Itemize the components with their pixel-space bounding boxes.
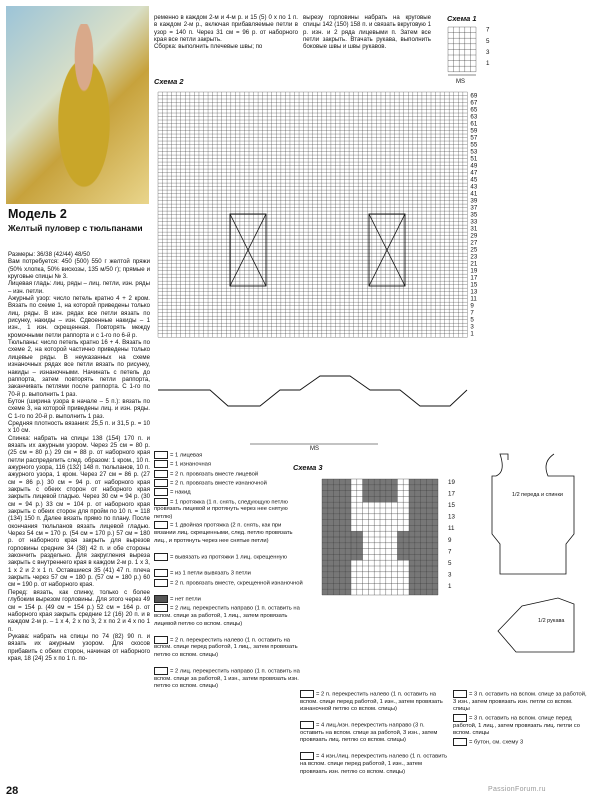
legend-text: = 4 изн./лиц. перекрестить налево (1 п. оставить на вспом. спице перед работой, 1 изн., затем провязать изн. петлю со вспом. спицы) [300, 753, 448, 775]
row-number: 31 [470, 225, 478, 233]
legend-text: = 1 двойная протяжка (2 п. снять, как при вязании лиц. скрещенными, след. петлю провязать лиц., и протянуть через нее снятые петли) [154, 522, 293, 544]
row-number: 5 [486, 37, 490, 45]
legend-symbol [154, 460, 168, 468]
legend-middle [300, 690, 450, 786]
legend-text: = 2 п. провязать вместе изнаночной [170, 480, 267, 487]
row-number: 29 [470, 232, 478, 240]
scheme3-chart [318, 475, 478, 680]
row-number: 13 [448, 513, 455, 521]
row-number: 59 [470, 127, 478, 135]
legend-symbol [300, 752, 314, 760]
legend-left-item [154, 451, 304, 460]
legend-left-item [154, 553, 304, 562]
legend-right-item [453, 714, 588, 737]
legend-text: = вывязать из протяжки 1 лиц. скрещенную [170, 554, 287, 561]
scheme2-chart [150, 86, 495, 458]
legend-symbol [154, 479, 168, 487]
legend-text: = 1 изнаночная [170, 461, 212, 468]
legend-text: = нет петли [170, 596, 201, 603]
legend-mid-item [300, 752, 450, 775]
row-number: 33 [470, 218, 478, 226]
legend-text: = 1 лицевая [170, 452, 203, 459]
scheme2-title: Схема 2 [154, 77, 184, 86]
legend-text: = 2 п. провязать вместе лицевой [170, 471, 259, 478]
legend-right [453, 690, 588, 786]
row-number: 21 [470, 260, 478, 268]
row-number: 1 [470, 330, 474, 338]
legend-symbol [154, 521, 168, 529]
row-number: 9 [448, 536, 452, 544]
row-number: 51 [470, 155, 478, 163]
row-number: 37 [470, 204, 478, 212]
legend-symbol [154, 636, 168, 644]
legend-text: = 2 п. перекрестить налево (1 п. оставить на вспом. спице перед работой, 1 изн., затем провязать изнаночной петлю со вспом. спицы) [300, 691, 443, 713]
row-number: 7 [448, 548, 452, 556]
row-number: 23 [470, 253, 478, 261]
legend-text: = бутон, см. схему 3 [469, 739, 524, 746]
legend-right-item [453, 738, 588, 747]
legend-symbol [154, 470, 168, 478]
row-number: 11 [470, 295, 477, 303]
row-number: 65 [470, 106, 478, 114]
row-number: 15 [470, 281, 478, 289]
legend-mid-item [300, 690, 450, 713]
row-number: 17 [448, 490, 455, 498]
scheme1-chart [446, 25, 506, 85]
instructions-right-column [303, 14, 431, 51]
legend-left-item [154, 667, 304, 690]
row-number: 67 [470, 99, 478, 107]
row-number: 11 [448, 525, 455, 533]
row-number: 53 [470, 148, 478, 156]
assembly-continued: вырезу горловины набрать на круговые спицы 142 (150) 158 п. и связать вкруговую 1 р. изн. и 2 ряда лицевыми п. Затем все петли закрыть. Втачать рукава, выполнить боковые швы и швы рукавов. [303, 14, 431, 51]
model-title: Модель 2 [8, 207, 67, 221]
row-number: 57 [470, 134, 478, 142]
materials-paragraph: Вам потребуется: 450 (500) 550 г желтой пряжи (50% хлопка, 50% вискозы, 135 м/50 г); прямые и круговые спицы № 3. [8, 258, 150, 281]
row-number: 25 [470, 246, 478, 254]
model-photo [6, 6, 149, 204]
rapport-label: MS [310, 446, 319, 452]
legend-left-item [154, 595, 304, 604]
legend-symbol [154, 579, 168, 587]
row-number: 3 [470, 323, 474, 331]
row-number: 49 [470, 162, 478, 170]
row-number: 69 [470, 92, 478, 100]
legend-left-item [154, 569, 304, 578]
row-number: 3 [448, 571, 452, 579]
legend-text: = 3 п. оставить на вспом. спице перед работой, 1 лиц., затем провязать лиц. петли со вспом. спицы [453, 715, 580, 737]
legend-text: = 2 п. перекрестить налево (1 п. оставить на вспом. спице перед работой, 1 лиц., затем провязать петлю со вспом. спицы) [154, 637, 298, 658]
legend-symbol [154, 498, 168, 506]
sizes-paragraph: Размеры: 36/38 (42/44) 48/50 [8, 251, 90, 258]
row-number: 47 [470, 169, 478, 177]
scheme1-title: Схема 1 [447, 14, 477, 23]
legend-left [154, 451, 304, 786]
back-paragraph: Спинка: набрать на спицы 138 (154) 170 п. и вязать их ажурным узором. Через 25 см = 80 р. (25 см = 80 р.) 29 см = 88 р. от наборного края петли распределить след. образом: 1 кром., 10 п. ажурного узора, 116 (132) 148 п. тюльпанов, 10 п. ажурного узора, 1 кром. Через 27 см = 86 р. (27 см = 86 р.) 30 см = 94 р. от наборного края закрыть с обеих сторон от наборного края закрыть лицевой гладью. Через 30 см = 94 р. (30 см = 94 р.) 33 см = 104 р. от наборного края закрыть с обеих сторон для пройм по 10 п. = 118 (134) 150 п. Далее вязать прямо по плану. После окончания тюльпанов вязать лицевой гладью. Через 54 см = 170 р. (54 см = 170 р.) 57 см = 180 р. от наборного края закрыть для вырезов горловины средние 34 (38) 42 п. и обе стороны закончить раздельно. Для закругления выреза закрыть с внутреннего края в каждом 2-м р. 1 х 3, 1 х 2 и 2 х 1 п. Оставшиеся 35 (41) 47 п. плеча закрыть через 57 см = 180 р. (57 см = 180 р.) 60 см = 190 р. от наборного края. [8, 434, 150, 589]
row-number: 63 [470, 113, 478, 121]
row-number: 61 [470, 120, 478, 128]
legend-symbol [300, 690, 314, 698]
legend-text: = 4 лиц./изн. перекрестить направо (3 п. оставить на вспом. спице за работой, 3 изн., затем провязать лиц. петлю со вспом. спицы) [300, 722, 438, 744]
rapport-label: MS [456, 79, 465, 85]
legend-symbol [154, 667, 168, 675]
legend-symbol [154, 488, 168, 496]
lace-pattern-paragraph: Ажурный узор: число петель кратно 4 + 2 кром. Вязать по схеме 1, на которой приведены только лиц. ряды. В изн. рядах все петли вязать по рисунку, накиды – изн. Сдвоенные накиды – 1 изн., 1 изн. скрещенная. Повторять между кромочными петли раппорта и с 1-го по 6-й р. [8, 295, 150, 339]
sleeve-label: 1/2 рукава [538, 618, 565, 624]
legend-left-item [154, 604, 304, 627]
row-number: 1 [448, 583, 452, 591]
legend-left-item [154, 460, 304, 469]
watermark: PassionForum.ru [488, 786, 546, 793]
row-number: 19 [470, 267, 478, 275]
row-number: 39 [470, 197, 478, 205]
row-number: 45 [470, 176, 478, 184]
model-subtitle: Желтый пуловер с тюльпанами [8, 223, 143, 233]
legend-symbol [453, 738, 467, 746]
row-number: 7 [486, 26, 490, 34]
page-number: 28 [6, 785, 19, 797]
legend-symbol [453, 714, 467, 722]
legend-left-item [154, 479, 304, 488]
legend-text: = 1 протяжка (1 п. снять, следующую петлю провязать лицевой и протянуть через нее снятую петлю) [154, 499, 288, 520]
tulips-paragraph: Тюльпаны: число петель кратно 16 + 4. Вязать по схеме 2, на которой частично приведены только лицевые ряды. В неуказанных на схеме изнаночных рядах все петли вязать по рисунку, накиды – изнаночными. Начинать с петель до раппорта, затем повторять петли раппорта, заканчивать петлями после раппорта. С 1-го по 70-й р. выполнить 1 раз. [8, 339, 150, 398]
row-number: 1 [486, 60, 490, 68]
gauge-paragraph: Средняя плотность вязания: 25,5 п. и 31,5 р. = 10 х 10 см. [8, 419, 150, 435]
row-number: 5 [448, 560, 452, 567]
legend-left-item [154, 470, 304, 479]
row-number: 43 [470, 183, 478, 191]
row-number: 41 [470, 190, 478, 198]
legend-symbol [300, 721, 314, 729]
row-number: 7 [470, 309, 474, 317]
pattern-pieces [478, 446, 590, 686]
legend-symbol [453, 690, 467, 698]
legend-text: = из 1 петли вывязать 3 петли [170, 570, 251, 577]
legend-right-item [453, 690, 588, 713]
legend-left-item [154, 636, 304, 659]
legend-text: = 2 п. провязать вместе, скрещенной изнаночной [170, 580, 303, 587]
row-number: 19 [448, 478, 455, 486]
front-back-outline [492, 454, 574, 574]
front-paragraph: Перед: вязать, как спинку, только с более глубоким вырезом горловины. Для этого через 49 см = 154 р. (49 см = 154 р.) 52 см = 164 р. от наборного края закрыть средние 12 (16) 20 п. и в каждом 2-м р. – 1 х 4, 2 х по 3, 2 х по 2 и 4 х по 1 п. [8, 588, 150, 633]
legend-symbol [154, 553, 168, 561]
legend-symbol [154, 451, 168, 459]
row-number: 27 [470, 239, 478, 247]
instructions-middle-column [154, 14, 298, 51]
instructions-left-column [8, 251, 150, 662]
row-number: 9 [470, 302, 474, 310]
legend-text: = 2 лиц. перекрестить направо (1 п. оставить на вспом. спице за работой, 1 изн., затем провязать изн. петлю со вспом. спицы) [154, 668, 300, 689]
legend-text: = 2 лиц. перекрестить направо (1 п. оставить на вспом. спице за работой, 1 лиц., затем провязать лицевой петлю со вспом. спицы) [154, 605, 300, 627]
row-number: 17 [470, 274, 478, 282]
front-back-label: 1/2 переда и спинки [512, 492, 563, 498]
legend-symbol [154, 595, 168, 603]
assembly-paragraph: Сборка: выполнить плечевые швы; по [154, 43, 263, 51]
row-number: 5 [470, 316, 474, 324]
legend-symbol [154, 604, 168, 612]
legend-left-item [154, 521, 304, 544]
legend-left-item [154, 579, 304, 588]
legend-mid-item [300, 721, 450, 744]
legend-left-item [154, 498, 304, 521]
sleeves-continued: ременно в каждом 2-м и 4-м р. и 15 (5) 0 х по 1 п. в каждом 2-м р., включая прибавляемые петли в узор = 140 п. Через 31 см = 96 р. от наборного края все петли закрыть. [154, 14, 298, 44]
legend-left-item [154, 488, 304, 497]
row-number: 35 [470, 211, 478, 219]
legend-text: = 3 п. оставить на вспом. спице за работой, 3 изн., затем провязать изн. петли со вспом. спицы [453, 691, 587, 713]
sleeve-outline [498, 598, 574, 652]
legend-text: = накид [170, 489, 191, 496]
sleeves-paragraph: Рукава: набрать на спицы по 74 (82) 90 п. и вязать их ажурным узором. Для скосов прибавить с обеих сторон, начиная от наборного края, 18 (24) 25 х по 1 п. по- [8, 632, 150, 662]
row-number: 15 [448, 502, 455, 509]
row-number: 3 [486, 49, 490, 56]
row-number: 55 [470, 141, 478, 149]
row-number: 13 [470, 288, 478, 296]
bud-paragraph: Бутон (ширина узора в начале – 5 п.): вязать по схеме 3, на которой приведены лиц. и изн. ряды. С 1-го по 20-й р. выполнить 1 раз. [8, 397, 150, 420]
scheme3-title: Схема 3 [293, 463, 323, 472]
legend-symbol [154, 569, 168, 577]
stockinette-paragraph: Лицевая гладь: лиц. ряды – лиц. петли, изн. ряды – изн. петли. [8, 280, 150, 295]
